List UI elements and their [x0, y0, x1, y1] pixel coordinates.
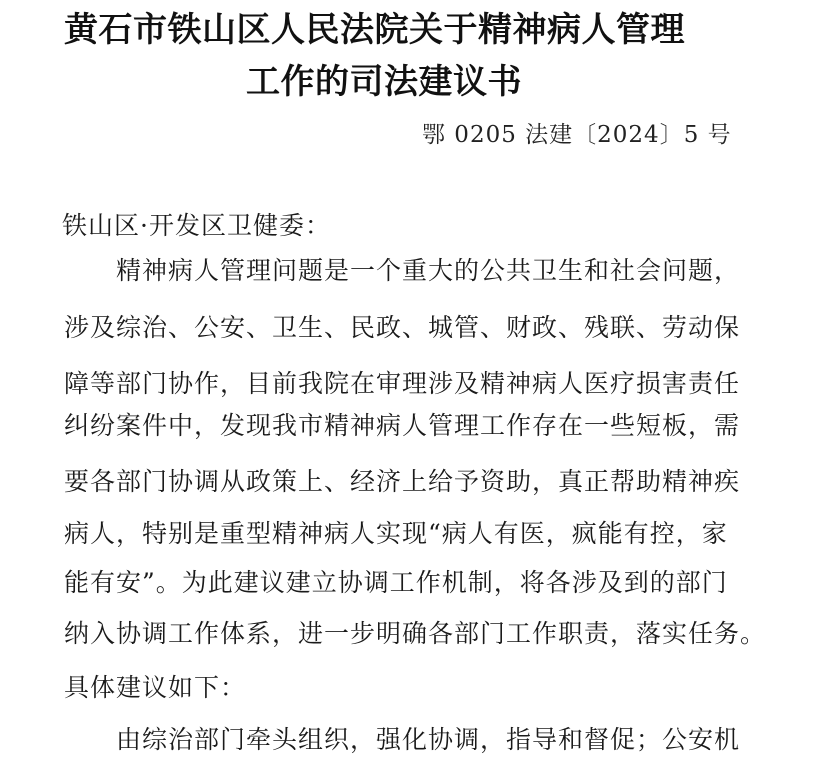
document-title-line-2: 工作的司法建议书 — [246, 62, 522, 102]
body-line: 能有安”。为此建议建立协调工作机制，将各涉及到的部门 — [64, 568, 728, 597]
body-line: 纠纷案件中，发现我市精神病人管理工作存在一些短板，需 — [64, 411, 741, 440]
document-number: 鄂 0205 法建〔2024〕5 号 — [422, 122, 732, 148]
body-line: 涉及综治、公安、卫生、民政、城管、财政、残联、劳动保 — [64, 313, 741, 342]
body-line: 要各部门协调从政策上、经济上给予资助，真正帮助精神疾 — [64, 467, 741, 496]
body-line: 精神病人管理问题是一个重大的公共卫生和社会问题， — [116, 256, 741, 285]
document-title-line-1: 黄石市铁山区人民法院关于精神病人管理 — [64, 10, 685, 50]
body-line: 由综治部门牵头组织，强化协调，指导和督促；公安机 — [116, 725, 741, 754]
addressee: 铁山区·开发区卫健委： — [62, 211, 331, 240]
body-line: 病人，特别是重型精神病人实现“病人有医，疯能有控，家 — [64, 519, 728, 548]
body-line: 障等部门协作，目前我院在审理涉及精神病人医疗损害责任 — [64, 369, 741, 398]
body-line: 具体建议如下： — [64, 673, 247, 702]
body-line: 纳入协调工作体系，进一步明确各部门工作职责，落实任务。 — [64, 619, 767, 648]
